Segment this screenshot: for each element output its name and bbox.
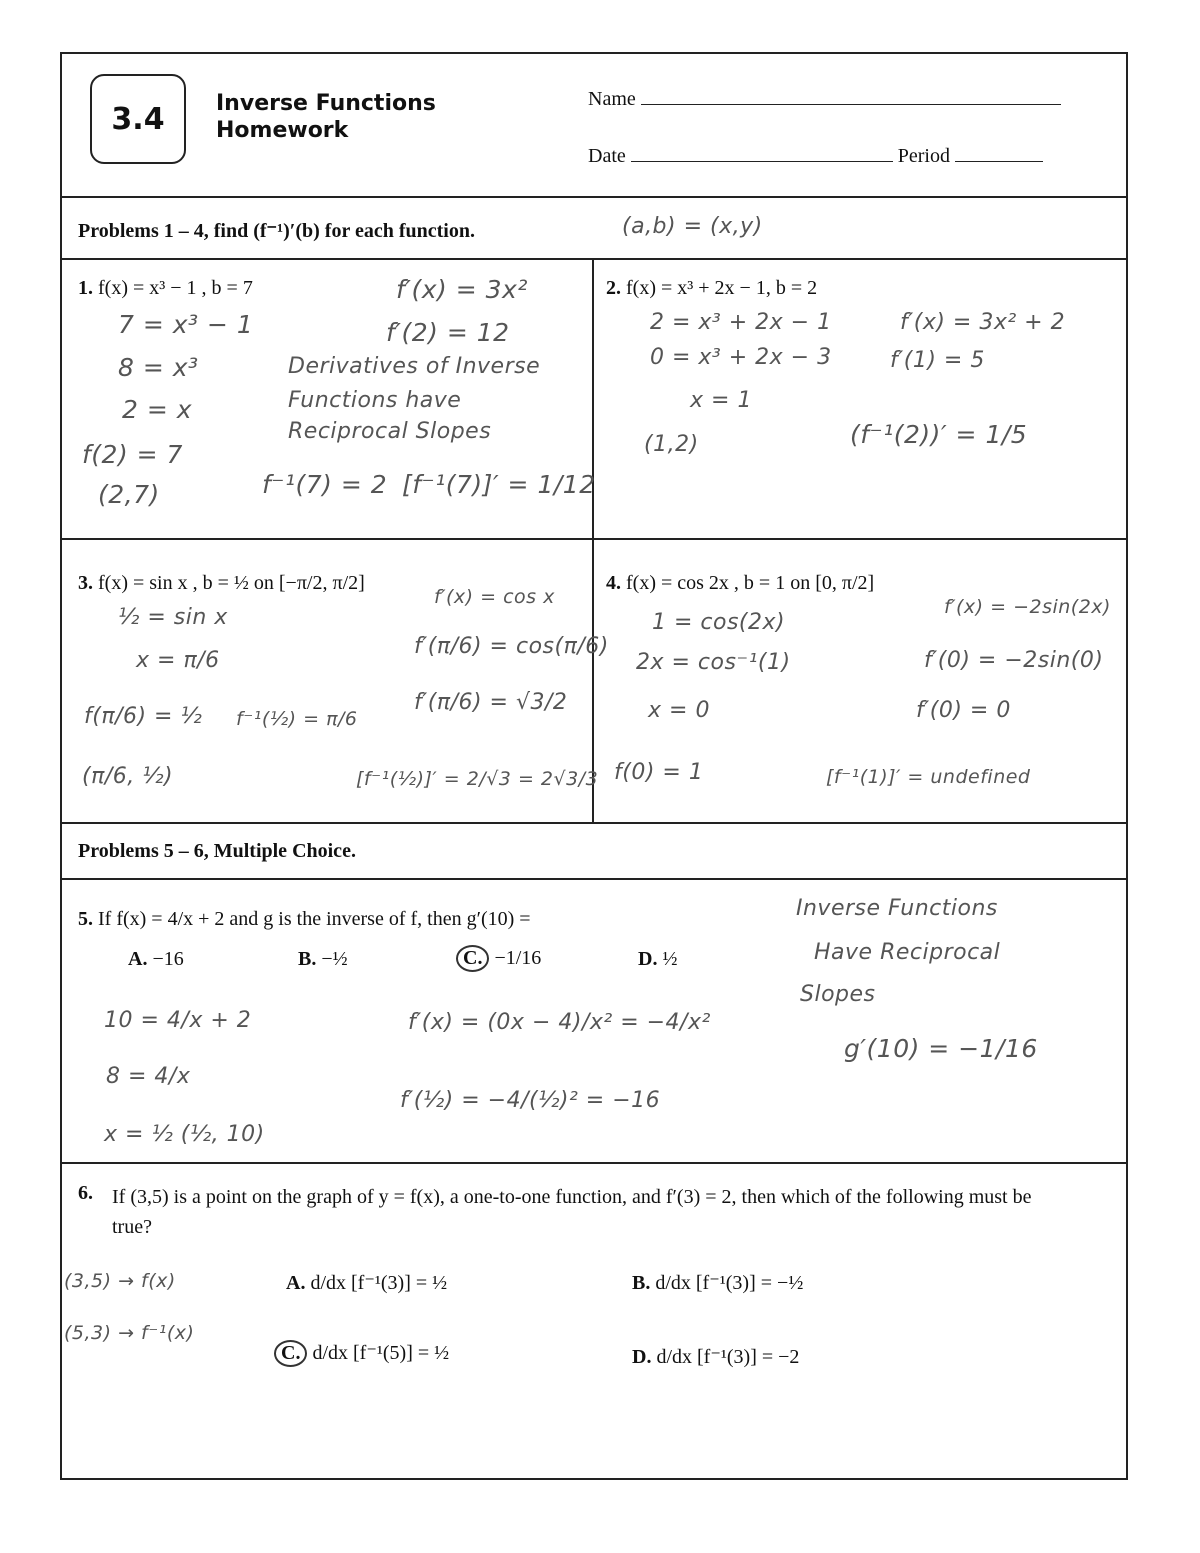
p1-work: 8 = x³ xyxy=(118,353,199,382)
problem-statement: f(x) = x³ − 1 , b = 7 xyxy=(98,277,253,299)
p4-work: f′(0) = −2sin(0) xyxy=(924,648,1104,673)
problem-6-number xyxy=(78,1182,93,1205)
p5-work: f′(½) = −4/(½)² = −16 xyxy=(400,1088,661,1113)
p3-work: (π/6, ½) xyxy=(82,764,174,789)
period-line[interactable] xyxy=(955,143,1043,162)
problem-number: 3. xyxy=(78,572,93,594)
choice-value: ½ xyxy=(662,948,678,970)
problem-1 xyxy=(78,277,253,300)
divider xyxy=(60,196,1128,198)
choice-letter-circled: C. xyxy=(274,1340,307,1367)
part1-heading: Problems 1 – 4, find (f⁻¹)′(b) for each function. xyxy=(78,220,475,242)
choice-letter: D. xyxy=(638,948,658,970)
p6-work: (3,5) → f(x) xyxy=(64,1270,176,1292)
name-label: Name xyxy=(588,88,636,110)
problem-3 xyxy=(78,572,365,595)
p2-work: 2 = x³ + 2x − 1 xyxy=(650,310,832,335)
p1-work: f⁻¹(7) = 2 xyxy=(262,470,388,499)
choice-c[interactable] xyxy=(274,1340,449,1367)
part1-handwritten-note: (a,b) = (x,y) xyxy=(622,214,763,239)
p2-work: f′(x) = 3x² + 2 xyxy=(900,310,1066,335)
p1-work: Derivatives of Inverse xyxy=(288,354,541,379)
title-line-2: Homework xyxy=(216,118,349,143)
divider xyxy=(60,822,1128,824)
p5-work: Have Reciprocal xyxy=(814,940,1001,965)
choice-value: −½ xyxy=(321,948,348,970)
p4-work: 1 = cos(2x) xyxy=(652,610,786,635)
p1-work: 7 = x³ − 1 xyxy=(118,310,254,339)
problem-statement: If f(x) = 4/x + 2 and g is the inverse of f, then g′(10) = xyxy=(98,908,531,930)
p1-work: f′(x) = 3x² xyxy=(396,275,528,304)
problem-number: 6. xyxy=(78,1182,93,1204)
divider xyxy=(60,1162,1128,1164)
choice-letter: D. xyxy=(632,1346,652,1368)
choice-c[interactable] xyxy=(456,945,541,972)
choice-value: −1/16 xyxy=(494,947,542,969)
choice-d[interactable] xyxy=(632,1344,799,1369)
choice-b[interactable] xyxy=(298,948,348,971)
p3-work: ½ = sin x xyxy=(118,605,228,630)
date-line[interactable] xyxy=(631,143,893,162)
divider xyxy=(60,538,1128,540)
p2-work: (1,2) xyxy=(644,432,699,457)
p6-work: (5,3) → f⁻¹(x) xyxy=(64,1322,195,1344)
choice-letter: A. xyxy=(128,948,148,970)
p3-work: f(π/6) = ½ xyxy=(84,704,203,729)
p5-work: g′(10) = −1/16 xyxy=(844,1034,1038,1063)
choice-letter: B. xyxy=(298,948,317,970)
p3-work: f⁻¹(½) = π/6 xyxy=(236,708,358,730)
p5-work: 8 = 4/x xyxy=(106,1064,191,1089)
choice-value: −16 xyxy=(152,948,184,970)
p4-work: f(0) = 1 xyxy=(614,760,704,785)
choice-d[interactable] xyxy=(638,948,677,971)
choice-value: d/dx [f⁻¹(3)] = ½ xyxy=(310,1272,448,1294)
choice-b[interactable] xyxy=(632,1270,803,1295)
divider xyxy=(60,258,1128,260)
section-badge: 3.4 xyxy=(90,74,186,164)
problem-statement: f(x) = sin x , b = ½ on [−π/2, π/2] xyxy=(98,572,365,594)
problem-statement: f(x) = cos 2x , b = 1 on [0, π/2] xyxy=(626,572,875,594)
choice-a[interactable] xyxy=(286,1270,447,1295)
p3-work: f′(x) = cos x xyxy=(434,586,555,608)
p1-work: [f⁻¹(7)]′ = 1/12 xyxy=(402,470,596,499)
problem-number: 5. xyxy=(78,908,93,930)
choice-value: d/dx [f⁻¹(5)] = ½ xyxy=(312,1342,450,1364)
p2-work: (f⁻¹(2))′ = 1/5 xyxy=(850,420,1028,449)
problem-2 xyxy=(606,277,817,300)
name-line[interactable] xyxy=(641,86,1061,105)
p4-work: x = 0 xyxy=(648,698,710,723)
problem-4 xyxy=(606,572,874,595)
choice-value: d/dx [f⁻¹(3)] = −2 xyxy=(656,1346,800,1368)
problem-number: 2. xyxy=(606,277,621,299)
p3-work: [f⁻¹(½)]′ = 2/√3 = 2√3/3 xyxy=(356,768,599,790)
p4-work: f′(0) = 0 xyxy=(916,698,1011,723)
p1-work: (2,7) xyxy=(98,480,160,509)
p1-work: 2 = x xyxy=(122,395,193,424)
choice-a[interactable] xyxy=(128,948,184,971)
date-field[interactable] xyxy=(588,143,1043,168)
problem-number: 1. xyxy=(78,277,93,299)
part2-heading: Problems 5 – 6, Multiple Choice. xyxy=(78,840,356,862)
p4-work: f′(x) = −2sin(2x) xyxy=(944,596,1111,618)
choice-letter-circled: C. xyxy=(456,945,489,972)
p4-work: 2x = cos⁻¹(1) xyxy=(636,650,791,675)
p3-work: f′(π/6) = cos(π/6) xyxy=(414,634,609,659)
p5-work: Slopes xyxy=(800,982,876,1007)
name-field[interactable] xyxy=(588,86,1061,111)
p1-work: f′(2) = 12 xyxy=(386,318,510,347)
choice-letter: A. xyxy=(286,1272,306,1294)
p5-work: f′(x) = (0x − 4)/x² = −4/x² xyxy=(408,1010,711,1035)
period-label: Period xyxy=(897,145,950,167)
p2-work: f′(1) = 5 xyxy=(890,348,985,373)
title-line-1: Inverse Functions xyxy=(216,91,436,116)
p3-work: f′(π/6) = √3/2 xyxy=(414,690,568,715)
p2-work: 0 = x³ + 2x − 3 xyxy=(650,345,832,370)
column-divider xyxy=(592,258,594,822)
p5-work: Inverse Functions xyxy=(796,896,998,921)
p3-work: x = π/6 xyxy=(136,648,220,673)
p5-work: x = ½ (½, 10) xyxy=(104,1122,265,1147)
p1-work: Reciprocal Slopes xyxy=(288,419,492,444)
p1-work: Functions have xyxy=(288,388,462,413)
p4-work: [f⁻¹(1)]′ = undefined xyxy=(826,766,1031,788)
divider xyxy=(60,878,1128,880)
p5-work: 10 = 4/x + 2 xyxy=(104,1008,252,1033)
problem-6-statement: If (3,5) is a point on the graph of y = f(x), a one-to-one function, and f′(3) = 2, then which of the following must be true? xyxy=(112,1186,1032,1238)
problem-statement: f(x) = x³ + 2x − 1, b = 2 xyxy=(626,277,818,299)
date-label: Date xyxy=(588,145,626,167)
p2-work: x = 1 xyxy=(690,388,752,413)
choice-letter: B. xyxy=(632,1272,651,1294)
worksheet-title xyxy=(216,90,436,144)
choice-value: d/dx [f⁻¹(3)] = −½ xyxy=(655,1272,804,1294)
problem-number: 4. xyxy=(606,572,621,594)
problem-5 xyxy=(78,908,531,931)
p1-work: f(2) = 7 xyxy=(82,440,183,469)
